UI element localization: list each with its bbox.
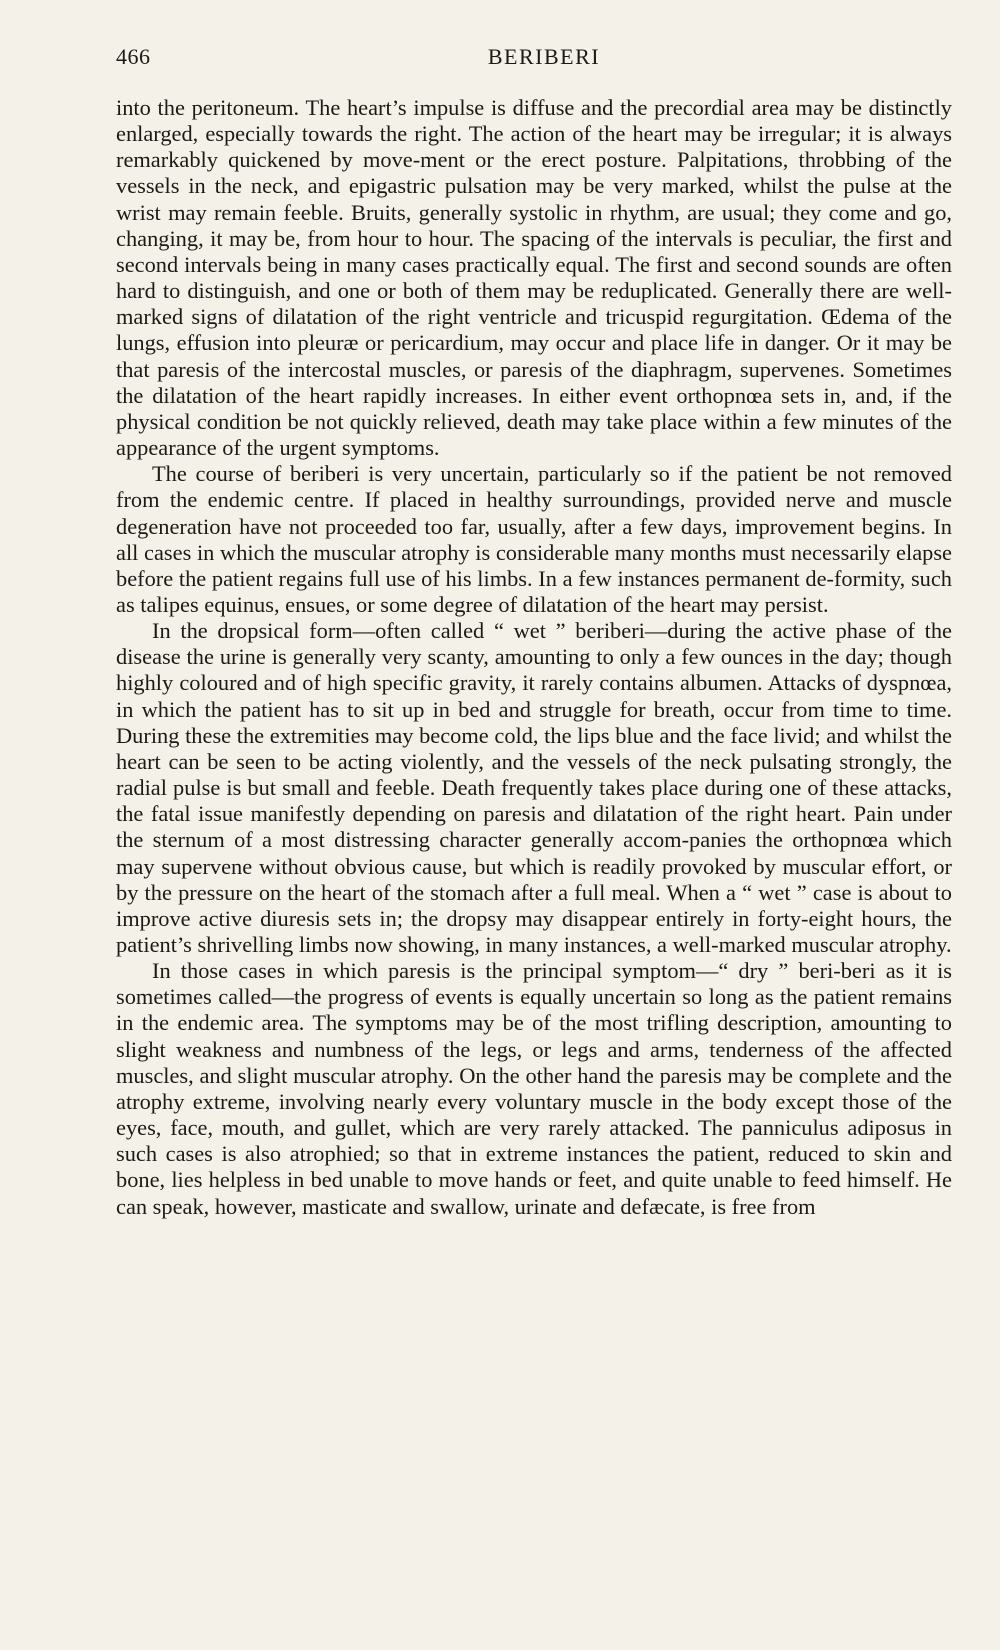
- page-number: 466: [116, 44, 151, 69]
- paragraph-wet-beriberi: In the dropsical form—often called “ wet ” beriberi—during the active phase of the disease the urine is generally very scanty, amounting to only a few ounces in the day; though highly coloured and of high specific gravity, it rarely contains albumen. Attacks of dyspnœa, in which the patient has to sit up in bed and struggle for breath, occur from time to time. During these the extremities may become cold, the lips blue and the face livid; and whilst the heart can be seen to be acting violently, and the vessels of the neck pulsating strongly, the radial pulse is but small and feeble. Death frequently takes place during one of these attacks, the fatal issue manifestly depending on paresis and dilatation of the right heart. Pain under the sternum of a most distressing character generally accom-panies the orthopnœa which may supervene without obvious cause, but which is readily provoked by muscular effort, or by the pressure on the heart of the stomach after a full meal. When a “ wet ” case is about to improve active diuresis sets in; the dropsy may disappear entirely in forty-eight hours, the patient’s shrivelling limbs now showing, in many instances, a well-marked muscular atrophy.: [116, 618, 952, 957]
- paragraph-dry-beriberi: In those cases in which paresis is the principal symptom—“ dry ” beri-beri as it is sometimes called—the progress of events is equally uncertain so long as the patient remains in the endemic area. The symptoms may be of the most trifling description, amounting to slight weakness and numbness of the legs, or legs and arms, tenderness of the affected muscles, and slight muscular atrophy. On the other hand the paresis may be complete and the atrophy extreme, involving nearly every voluntary muscle in the body except those of the eyes, face, mouth, and gullet, which are very rarely attacked. The panniculus adiposus in such cases is also atrophied; so that in extreme instances the patient, reduced to skin and bone, lies helpless in bed unable to move hands or feet, and quite unable to feed himself. He can speak, however, masticate and swallow, urinate and defæcate, is free from: [116, 958, 952, 1219]
- running-head: BERIBERI: [487, 44, 601, 69]
- paragraph-heart-signs: into the peritoneum. The heart’s impulse is diffuse and the precordial area may be distinctly enlarged, especially towards the right. The action of the heart may be irregular; it is always remarkably quickened by move-ment or the erect posture. Palpitations, throbbing of the vessels in the neck, and epigastric pulsation may be very marked, whilst the pulse at the wrist may remain feeble. Bruits, generally systolic in rhythm, are usual; they come and go, changing, it may be, from hour to hour. The spacing of the intervals is peculiar, the first and second intervals being in many cases practically equal. The first and second sounds are often hard to distinguish, and one or both of them may be reduplicated. Generally there are well-marked signs of dilatation of the right ventricle and tricuspid regurgitation. Œdema of the lungs, effusion into pleuræ or pericardium, may occur and place life in danger. Or it may be that paresis of the intercostal muscles, or paresis of the diaphragm, supervenes. Sometimes the dilatation of the heart rapidly increases. In either event orthopnœa sets in, and, if the physical condition be not quickly relieved, death may take place within a few minutes of the appearance of the urgent symptoms.: [116, 95, 952, 461]
- paragraph-course: The course of beriberi is very uncertain, particularly so if the patient be not removed from the endemic centre. If placed in healthy surroundings, provided nerve and muscle degeneration have not proceeded too far, usually, after a few days, improvement begins. In all cases in which the muscular atrophy is considerable many months must necessarily elapse before the patient regains full use of his limbs. In a few instances permanent de-formity, such as talipes equinus, ensues, or some degree of dilatation of the heart may persist.: [116, 461, 952, 617]
- page-header: [116, 44, 952, 74]
- body-text: [116, 95, 952, 1220]
